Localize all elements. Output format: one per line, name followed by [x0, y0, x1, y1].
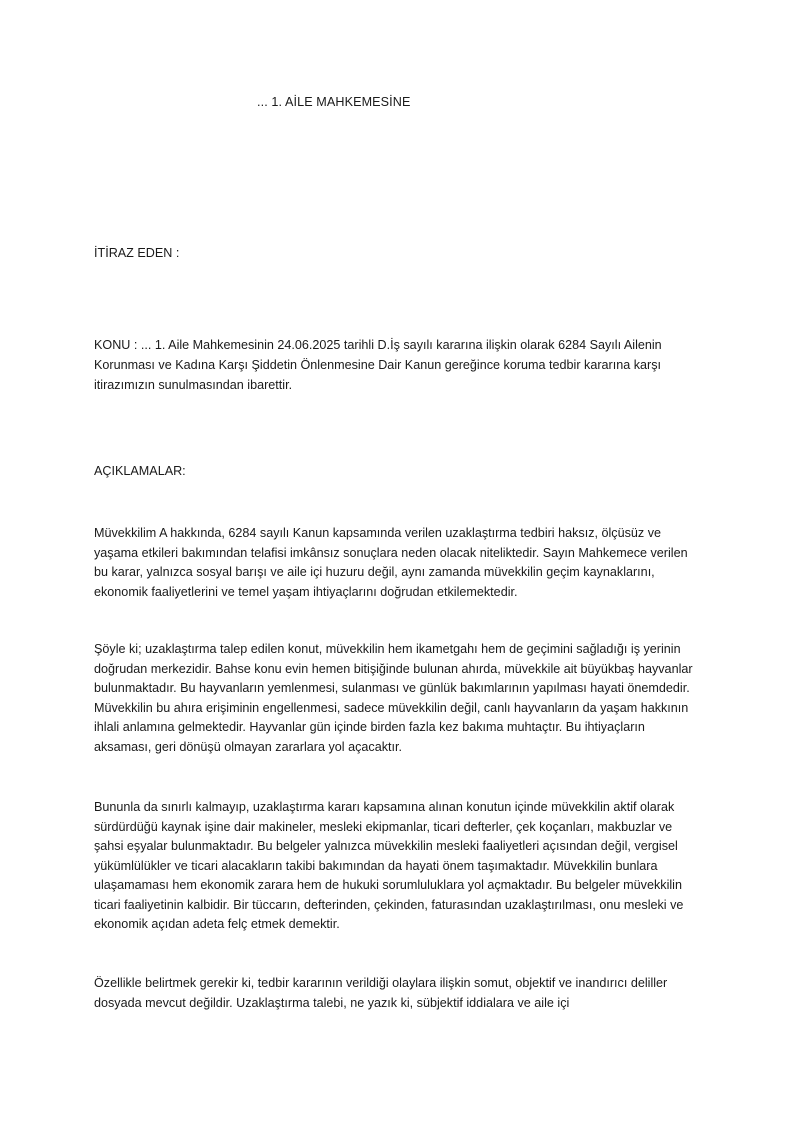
objector-label: İTİRAZ EDEN :: [94, 246, 180, 260]
body-paragraph: Şöyle ki; uzaklaştırma talep edilen konut, müvekkilin hem ikametgahı hem de geçimini sağladığı iş yerinin doğrudan merkezidir. Bahse konu evin hemen bitişiğinde bulunan ahırda, müvekkile ait büyükbaş hayvanlar bulunmaktadır. Bu hayvanların yemlenmesi, sulanması ve günlük bakımlarının yapılması hayati önemdedir. Müvekkilin bu ahıra erişiminin engellenmesi, sadece müvekkilin değil, canlı hayvanların da yaşam hakkının ihlali anlamına gelmektedir. Hayvanlar gün içinde birden fazla kez bakıma muhtaçtır. Bu ihtiyaçların aksaması, geri dönüşü olmayan zararlara yol açacaktır.: [94, 642, 693, 754]
body-paragraph: Bununla da sınırlı kalmayıp, uzaklaştırma kararı kapsamına alınan konutun içinde müvekkilin aktif olarak sürdürdüğü kaynak işine dair makineler, mesleki ekipmanlar, ticari defterler, çek koçanları, makbuzlar ve şahsi eşyalar bulunmaktadır. Bu belgeler yalnızca müvekkilin mesleki faaliyetleri açısından değil, vergisel yükümlülükler ve ticari alacakların takibi bakımından da hayati önem taşımaktadır. Müvekkilin bunlara ulaşamaması hem ekonomik zarara hem de hukuki sorumluluklara yol açmaktadır. Bu belgeler müvekkilin ticari faaliyetinin kalbidir. Bir tüccarın, defterinden, çekinden, faturasından uzaklaştırılması, onu mesleki ve ekonomik açıdan adeta felç etmek demektir.: [94, 800, 684, 931]
body-paragraph: Müvekkilim A hakkında, 6284 sayılı Kanun kapsamında verilen uzaklaştırma tedbiri haksız, ölçüsüz ve yaşama etkileri bakımından telafisi imkânsız sonuçlara neden olacak niteliktedir. Sayın Mahkemece verilen bu karar, yalnızca sosyal barışı ve aile içi huzuru değil, aynı zamanda müvekkilin geçim kaynaklarını, ekonomik faaliyetlerini ve temel yaşam ihtiyaçlarını doğrudan etkilemektedir.: [94, 526, 688, 599]
court-title: ... 1. AİLE MAHKEMESİNE: [257, 95, 411, 109]
body-paragraph: Özellikle belirtmek gerekir ki, tedbir kararının verildiği olaylara ilişkin somut, objektif ve inandırıcı deliller dosyada mevcut değildir. Uzaklaştırma talebi, ne yazık ki, sübjektif iddialara ve aile içi: [94, 976, 668, 1010]
explanations-heading: AÇIKLAMALAR:: [94, 464, 186, 478]
subject-paragraph: KONU : ... 1. Aile Mahkemesinin 24.06.2025 tarihli D.İş sayılı kararına ilişkin olarak 6284 Sayılı Ailenin Korunması ve Kadına Karşı Şiddetin Önlenmesine Dair Kanun gereğince koruma tedbir kararına karşı itirazımızın sunulmasından ibarettir.: [94, 338, 662, 392]
